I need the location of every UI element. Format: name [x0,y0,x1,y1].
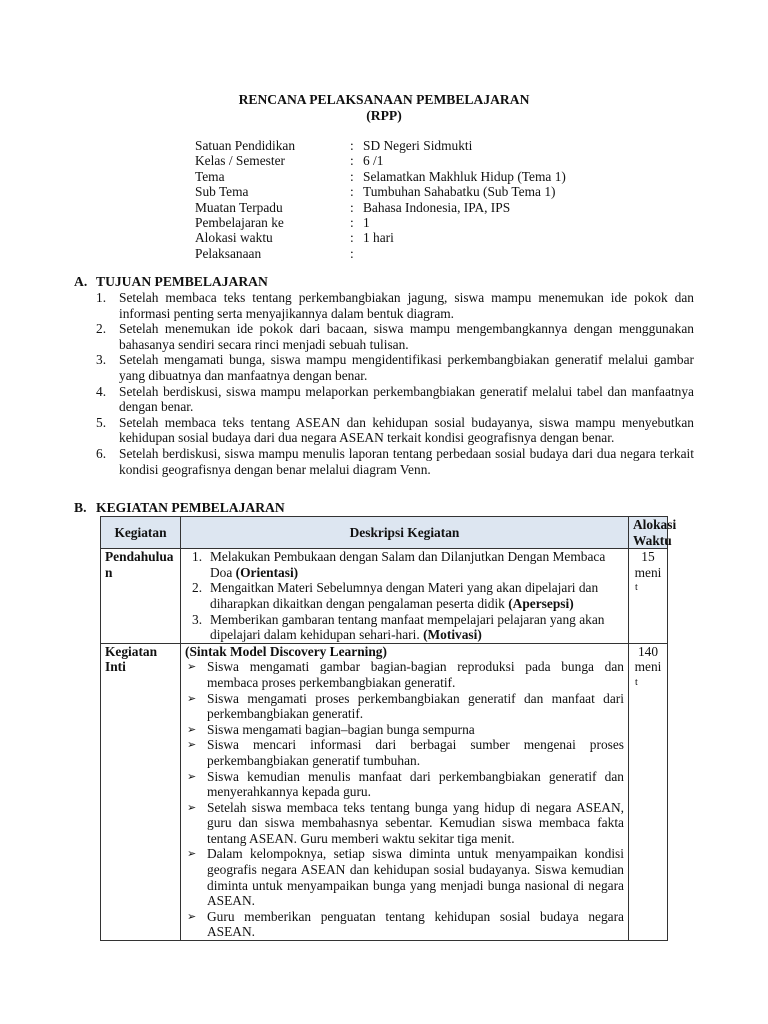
time-suffix: t [635,582,638,594]
header-deskripsi: Deskripsi Kegiatan [181,517,629,549]
identity-label: Pelaksanaan [195,245,262,261]
item-text: Memberikan gambaran tentang manfaat mempelajari pelajaran yang akan dipelajari dalam kehidupan sehari-hari. [210,611,605,643]
time-unit: meni [634,564,662,580]
header-kegiatan: Kegiatan [101,517,181,549]
item-text: Setelah berdiskusi, siswa mampu menulis laporan tentang perbedaan sosial budaya dari dua negara terkait kondisi geografisnya dengan benar melalui diagram Venn. [119,445,694,477]
item-text: Setelah menemukan ide pokok dari bacaan, siswa mampu mengembangkannya dengan menggunakan bahasanya sendiri secara rinci menjadi sebuah tulisan. [119,321,694,352]
list-item [96,290,694,321]
identity-colon: : [350,199,354,215]
time-value: 15 [641,549,655,565]
activity-name: Kegiatan Inti [101,643,181,940]
list-item [96,384,694,415]
item-text: Siswa mengamati bagian–bagian bunga sempurna [207,721,475,737]
list-item [185,580,624,611]
item-number: 3. [192,611,203,627]
steps-list [185,549,624,643]
table-row [101,549,668,644]
identity-label: Sub Tema [195,184,249,200]
section-letter: A. [74,274,88,289]
item-text: Guru memberikan penguatan tentang kehidupan sosial budaya negara ASEAN. [207,908,624,940]
arrow-right-icon: ➢ [187,722,197,736]
list-item [96,415,694,446]
list-item [185,612,624,643]
model-label: (Sintak Model Discovery Learning) [185,643,387,659]
identity-colon: : [350,245,354,261]
arrow-right-icon: ➢ [187,691,197,705]
list-item [185,659,624,690]
identity-value: 1 [363,214,370,230]
list-item [185,800,624,847]
activity-time [629,643,668,940]
item-tag: (Motivasi) [423,627,482,643]
activity-description [181,549,629,644]
item-text: Setelah mengamati bunga, siswa mampu mengidentifikasi perkembangbiakan generatif melalui gambar yang dibuatnya dan manfaatnya dengan benar. [119,352,694,383]
identity-label: Alokasi waktu [195,230,273,246]
item-text: Dalam kelompoknya, setiap siswa diminta untuk menyampaikan kondisi geografis negara ASEAN dan kehidupan sosial budayanya. Siswa kemudian diminta untuk menyampaikan bunga yang menjadi bunga nasional di negara ASEAN. [207,846,624,909]
learning-goals-list [96,290,694,477]
section-b-heading [74,500,285,516]
identity-colon: : [350,214,354,230]
identity-colon: : [350,230,354,246]
item-number: 1. [96,290,107,305]
item-text: Setelah berdiskusi, siswa mampu melaporkan perkembangbiakan generatif melalui tabel dan manfaatnya dengan benar. [119,383,694,415]
item-number: 2. [192,580,203,596]
item-number: 6. [96,445,107,461]
arrow-right-icon: ➢ [187,909,197,923]
arrow-right-icon: ➢ [187,769,197,783]
identity-value: Tumbuhan Sahabatku (Sub Tema 1) [363,184,556,200]
list-item [185,722,624,738]
item-text: Setelah membaca teks tentang perkembangbiakan jagung, siswa mampu menemukan ide pokok dan informasi penting serta menyajikannya dalam bentuk diagram. [119,290,694,321]
list-item [96,446,694,477]
identity-value: Selamatkan Makhluk Hidup (Tema 1) [363,168,566,184]
item-text: Setelah membaca teks tentang ASEAN dan kehidupan sosial budayanya, siswa mampu menyebutkan kehidupan sosial budaya dari dua negara ASEAN terkait kondisi geografisnya dengan benar. [119,414,694,446]
identity-label: Muatan Terpadu [195,199,283,215]
item-text: Mengaitkan Materi Sebelumnya dengan Materi yang akan dipelajari dan diharapkan dikaitkan dengan pengalaman peserta didik [210,580,599,611]
item-text: Setelah siswa membaca teks tentang bunga yang hidup di negara ASEAN, guru dan siswa membahasnya sebentar. Kemudian siswa membaca fakta tentang ASEAN. Guru memberi waktu sekitar tiga menit. [207,799,624,846]
section-letter: B. [74,500,87,515]
item-tag: (Apersepsi) [508,595,574,611]
identity-colon: : [350,138,354,153]
item-text: Siswa mencari informasi dari berbagai sumber mengenai proses perkembangbiakan generatif tumbuhan. [207,737,624,768]
section-title: TUJUAN PEMBELAJARAN [96,274,268,289]
item-text: Siswa mengamati proses perkembangbiakan generatif dan manfaat dari perkembangbiakan generatif. [207,690,624,722]
identity-colon: : [350,153,354,169]
activity-time [629,549,668,644]
item-tag: (Orientasi) [235,564,299,580]
arrow-right-icon: ➢ [187,800,197,814]
identity-label: Pembelajaran ke [195,214,284,230]
document-subtitle: (RPP) [366,108,402,123]
list-item [185,737,624,768]
list-item [96,321,694,352]
item-text: Melakukan Pembukaan dengan Salam dan Dilanjutkan Dengan Membaca Doa [210,549,606,580]
list-item [96,352,694,383]
item-text: Siswa mengamati gambar bagian-bagian reproduksi pada bunga dan membaca proses perkembangbiakan generatif. [207,659,624,690]
identity-label: Kelas / Semester [195,153,285,169]
list-item [185,691,624,722]
arrow-right-icon: ➢ [187,738,197,752]
item-number: 3. [96,352,107,368]
document-title: RENCANA PELAKSANAAN PEMBELAJARAN [238,92,530,107]
list-item [185,549,624,580]
identity-colon: : [350,168,354,184]
time-suffix: t [635,676,638,688]
steps-list [185,659,624,940]
item-number: 5. [96,414,107,430]
item-text: Siswa kemudian menulis manfaat dari perkembangbiakan generatif dan menyerahkannya kepada guru. [207,768,624,800]
arrow-right-icon: ➢ [187,847,197,861]
time-unit: meni [634,659,662,675]
list-item [185,846,624,908]
identity-value: Bahasa Indonesia, IPA, IPS [363,199,511,215]
arrow-right-icon: ➢ [187,660,197,674]
identity-colon: : [350,184,354,200]
item-number: 4. [96,383,107,399]
activity-table [100,516,677,941]
section-title: KEGIATAN PEMBELAJARAN [96,500,285,515]
activity-name: Pendahuluan [101,549,181,644]
activity-description [181,643,629,940]
identity-value: 6 /1 [363,153,384,169]
time-value: 140 [637,643,659,659]
identity-value: 1 hari [363,230,394,246]
table-row [101,643,668,940]
section-a-heading [74,274,268,290]
identity-label: Satuan Pendidikan [195,138,296,153]
item-number: 1. [192,549,203,565]
identity-value: SD Negeri Sidmukti [363,138,473,153]
identity-label: Tema [195,168,225,184]
header-alokasi: Alokasi Waktu [629,517,668,549]
list-item [185,769,624,800]
item-number: 2. [96,321,107,337]
table-header-row [101,517,668,549]
list-item [185,909,624,940]
